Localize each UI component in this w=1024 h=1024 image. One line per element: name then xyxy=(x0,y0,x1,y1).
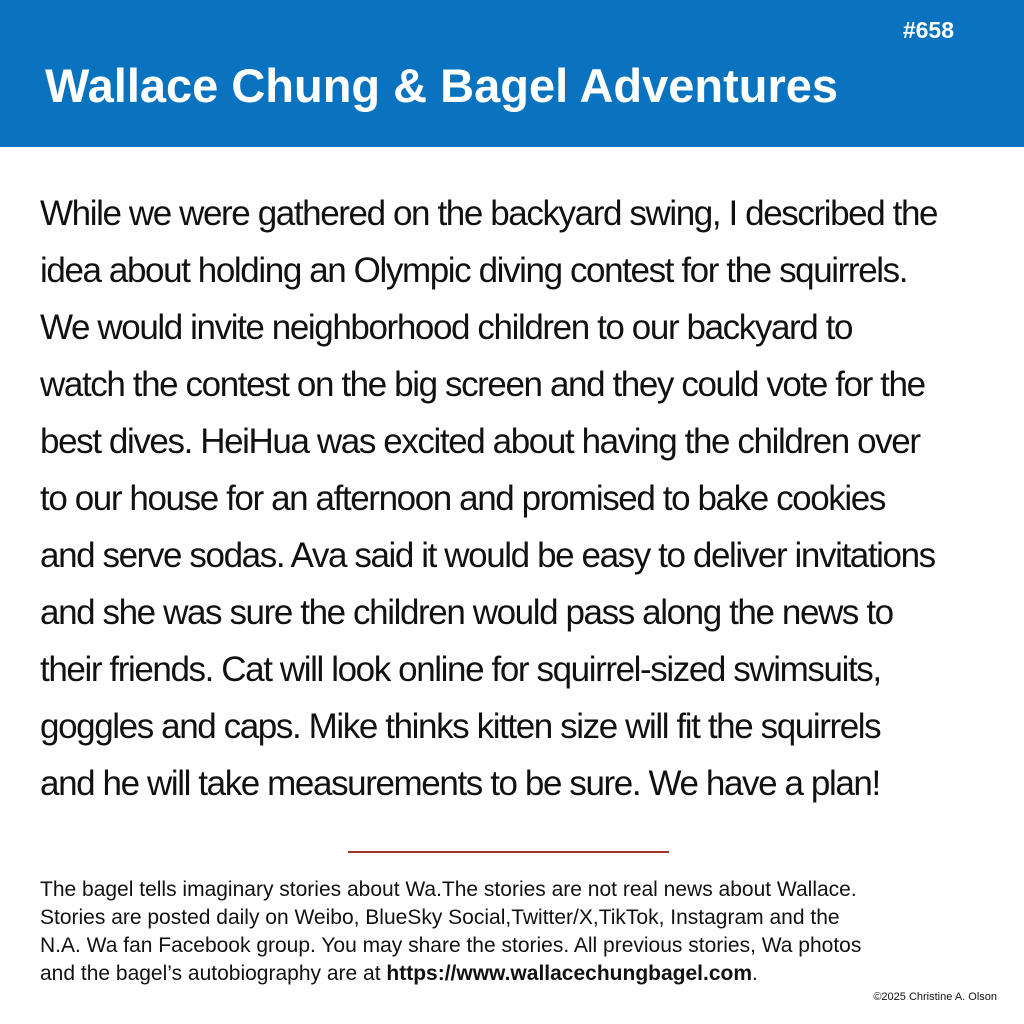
story-line: to our house for an afternoon and promised to bake cookies xyxy=(40,479,885,518)
story-line: and she was sure the children would pass along the news to xyxy=(40,593,893,632)
footer-line-text: and the bagel’s autobiography are at xyxy=(40,962,387,985)
footer-line: N.A. Wa fan Facebook group. You may share the stories. All previous stories, Wa photos xyxy=(40,934,862,957)
story-line: best dives. HeiHua was excited about having the children over xyxy=(40,422,920,461)
story-line: their friends. Cat will look online for squirrel-sized swimsuits, xyxy=(40,650,881,689)
footer-note xyxy=(40,876,990,988)
story-line: goggles and caps. Mike thinks kitten size will fit the squirrels xyxy=(40,707,881,746)
page-title: Wallace Chung & Bagel Adventures xyxy=(45,59,839,112)
footer-line: Stories are posted daily on Weibo, BlueSky Social,Twitter/X,TikTok, Instagram and the xyxy=(40,906,840,929)
story-line: While we were gathered on the backyard swing, I described the xyxy=(40,194,938,233)
footer-line: The bagel tells imaginary stories about Wa.The stories are not real news about Wallace. xyxy=(40,878,857,901)
footer-line-end: . xyxy=(752,962,758,985)
story-body xyxy=(40,185,1005,812)
footer-line xyxy=(40,960,990,988)
story-line: We would invite neighborhood children to our backyard to xyxy=(40,308,853,347)
section-divider xyxy=(348,851,669,853)
copyright-notice: ©2025 Christine A. Olson xyxy=(873,991,997,1003)
story-line: and serve sodas. Ava said it would be easy to deliver invitations xyxy=(40,536,935,575)
website-link[interactable]: https://www.wallacechungbagel.com xyxy=(386,962,753,985)
header-bar xyxy=(0,0,1024,147)
story-line: watch the contest on the big screen and they could vote for the xyxy=(40,365,925,404)
story-line: and he will take measurements to be sure. We have a plan! xyxy=(40,764,880,803)
story-line: idea about holding an Olympic diving contest for the squirrels. xyxy=(40,251,908,290)
episode-number: #658 xyxy=(902,17,954,43)
